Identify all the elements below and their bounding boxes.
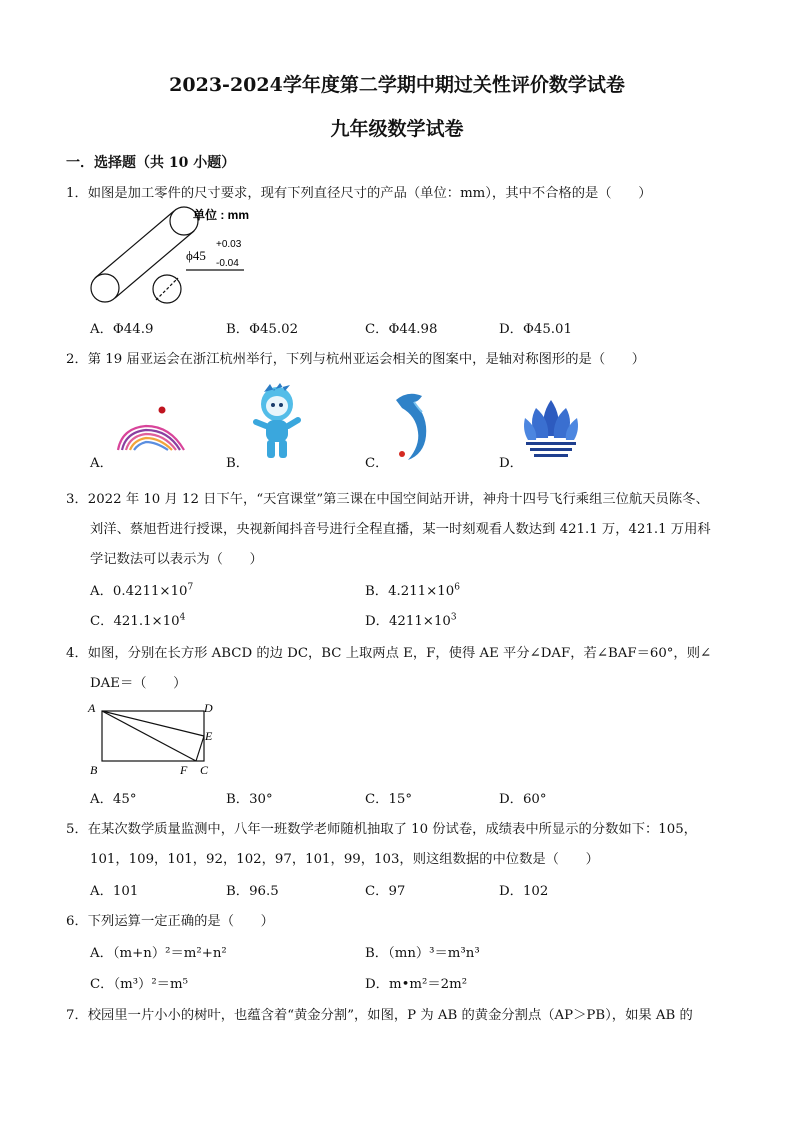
exam-title: 2023-2024学年度第二学期中期过关性评价数学试卷	[169, 74, 625, 96]
q2-dolphin-logo	[388, 388, 440, 464]
q3-option-c: C．$421.1\times 10^4$	[90, 612, 186, 629]
q5-option-b: B．96.5	[226, 884, 279, 899]
question-3-line2: 刘洋、蔡旭哲进行授课，央视新闻抖音号进行全程直播，某一时刻观看人数达到 421.1 万，421.1 万用科	[90, 522, 711, 537]
q1-option-a: A．Φ44.9	[90, 322, 154, 337]
fig4-label-b: B	[90, 763, 98, 777]
question-6-text: 6．下列运算一定正确的是（ ）	[66, 914, 274, 929]
q1-option-b: B．Φ45.02	[226, 322, 299, 337]
q5-option-a: A．101	[90, 884, 139, 899]
q4-option-b: B．30°	[226, 792, 273, 807]
exam-subtitle: 九年级数学试卷	[330, 118, 464, 140]
fig4-label-e: E	[205, 729, 213, 743]
q3-option-d: D．$4211\times 10^3$	[365, 612, 457, 629]
fig4-label-f: F	[180, 763, 188, 777]
question-1-figure	[86, 200, 256, 310]
q2-option-c: C．	[365, 456, 389, 471]
q1-option-d: D．Φ45.01	[499, 322, 572, 337]
fig4-label-a: A	[88, 701, 96, 715]
q2-mascot-image	[252, 382, 302, 462]
fig1-lower-tol: -0.04	[216, 258, 239, 269]
question-4-line2: DAE＝（ ）	[90, 676, 187, 691]
section-heading: 一．选择题（共 10 小题）	[66, 155, 236, 171]
q2-option-b: B．	[226, 456, 250, 471]
question-7-text: 7．校园里一片小小的树叶，也蕴含着“黄金分割”，如图，P 为 AB 的黄金分割点（AP＞PB），如果 AB 的	[66, 1008, 693, 1023]
q4-option-c: C．15°	[365, 792, 413, 807]
question-3-line1: 3．2022 年 10 月 12 日下午，“天宫课堂”第三课在中国空间站开讲，神舟十四号飞行乘组三位航天员陈冬、	[66, 492, 709, 507]
fig1-phi: ϕ45	[186, 248, 206, 263]
q2-rainbow-logo	[112, 402, 190, 460]
fig1-unit: 单位 : mm	[193, 208, 250, 222]
question-3-line3: 学记数法可以表示为（ ）	[90, 552, 263, 567]
q5-option-d: D．102	[499, 884, 549, 899]
q2-option-a: A．	[90, 456, 113, 471]
question-5-line2: 101，109，101，92，102，97，101，99，103，则这组数据的中位数是（ ）	[90, 852, 599, 867]
question-5-line1: 5．在某次数学质量监测中，八年一班数学老师随机抽取了 10 份试卷，成绩表中所显示的分数如下：105，	[66, 822, 697, 837]
question-4-line1: 4．如图，分别在长方形 ABCD 的边 DC，BC 上取两点 E，F，使得 AE 平分∠DAF，若∠BAF＝60°，则∠	[66, 646, 712, 661]
q1-option-c: C．Φ44.98	[365, 322, 438, 337]
q2-lotus-logo	[522, 398, 580, 460]
q3-option-b: B．$4.211\times 10^6$	[365, 582, 460, 599]
q4-option-a: A．45°	[90, 792, 137, 807]
question-4-figure	[86, 698, 222, 778]
question-1-text: 1．如图是加工零件的尺寸要求，现有下列直径尺寸的产品（单位：mm），其中不合格的是（ ）	[66, 186, 652, 201]
q6-option-b: B．（mn）³＝m³n³	[365, 946, 480, 961]
fig4-label-c: C	[200, 763, 209, 777]
question-2-text: 2．第 19 届亚运会在浙江杭州举行，下列与杭州亚运会相关的图案中，是轴对称图形的是（ ）	[66, 352, 646, 367]
q5-option-c: C．97	[365, 884, 406, 899]
q6-option-a: A．（m+n）²＝m²+n²	[90, 946, 227, 961]
q6-option-c: C．（m³）²＝m⁵	[90, 977, 188, 992]
fig1-upper-tol: +0.03	[216, 239, 242, 250]
q6-option-d: D．m•m²＝2m²	[365, 977, 468, 992]
q3-option-a: A．$0.4211\times 10^7$	[90, 582, 194, 599]
fig4-label-d: D	[204, 701, 213, 715]
q4-option-d: D．60°	[499, 792, 547, 807]
q2-option-d: D．	[499, 456, 523, 471]
